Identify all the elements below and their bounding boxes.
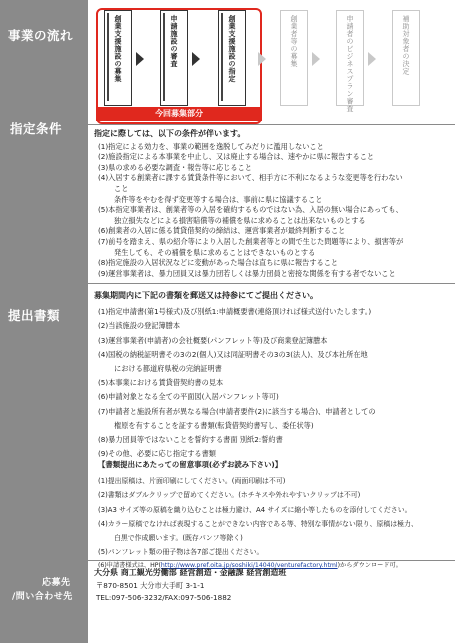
document-item: (4)国税の納税証明書その3の2(個人)又は同証明書その3の3(法人)、及び本社所在地 [98,349,368,359]
documents-heading: 募集期間内に下記の書類を郵送又は持参にてご提出ください。 [94,291,318,300]
condition-item: 条件等をやむを得ず変更等する場合は、事前に県に協議すること [114,194,323,204]
conditions-section [94,129,403,279]
notice-item: (2)書類はダブルクリップで留めてください。(ホチキスや外れやすいクリップは不可) [98,491,361,500]
document-item: (2)当該施設の登記簿謄本 [98,321,181,331]
condition-item: (5)本指定事業者は、創業者等の入居を確約するものではない為、入居の無い場合にあっても、 [98,205,403,215]
sidebar-flow [0,0,88,124]
condition-item: 独立損失などによる損害賠償等の補償を県に求めることは出来ないものとする [114,215,366,225]
arrow-icon [192,52,200,66]
sidebar-documents [0,284,88,560]
condition-item: (1)指定による効力を、事業の範囲を逸脱してみだりに濫用しないこと [98,141,324,151]
download-link[interactable]: http://www.pref.oita.jp/soshiki/14040/venturefactory.html [160,562,338,570]
notice-title: 【書類提出にあたっての留意事項(必ずお読み下さい)】 [98,460,283,469]
flow-step-5 [336,10,364,113]
flow-step-label: 創業支援施設の募集 [114,15,122,83]
documents-section [94,289,376,461]
download-prefix: (6)申請書様式は、HP( [98,562,161,570]
flow-step-label: 申請施設の審査 [170,15,178,68]
download-suffix: )からダウンロード可。 [337,562,402,570]
notice-item: (3)A3 サイズ等の原稿を織り込むことは極力避け、A4 サイズに縮小等したものを添付してください。 [98,505,412,514]
notice-item: (5)パンフレット類の冊子物は各7部ご提出ください。 [98,548,264,557]
arrow-icon [368,52,376,66]
notice-section [94,454,418,574]
condition-item: (8)指定施設の入居状況などに変動があった場合は直ちに県に報告すること [98,258,339,268]
conditions-heading: 指定に際しては、以下の条件が伴います。 [94,129,246,138]
flow-step-label: 創業者等の募集 [290,15,298,68]
document-item: (8)暴力団員等ではないことを誓約する書面 別紙2:誓約書 [98,435,283,445]
flow-step-label: 補助対象者の決定 [402,15,410,75]
document-item: (6)申請対象となる全ての平面図(入居パンフレット等可) [98,392,279,402]
document-item: (5)本事業における賃貸借契約書の見本 [98,378,224,388]
condition-item: (6)創業者の入居に係る賃貸借契約の締結は、運営事業者が最終判断すること [98,226,346,236]
documents-section-title: 提出書類 [8,308,61,323]
condition-item: (7)前号を踏まえ、県の紹介等により入居した創業者等との間で生じた問題等により、損害等が [98,236,404,246]
notice-item: (1)提出原稿は、片面印刷にしてください。(両面印刷は不可) [98,477,286,486]
contact-section [94,567,286,605]
contact-title-line1: 応募先 [42,578,71,588]
sidebar-contact [0,561,88,643]
document-item: における都道府県税の完納証明書 [114,364,222,374]
condition-item: (3)県の求める必要な調査・報告等に応じること [98,162,252,172]
flow-step-label: 創業支援施設の指定 [228,15,236,83]
document-item: 権原を有することを証する書類(転貸借契約書写し、委任状等) [114,420,314,430]
condition-item: 発生しても、その補償を県に求めることはできないものとする [114,247,316,257]
sidebar-conditions [0,121,88,283]
flow-step-6 [392,10,420,106]
contact-department: 大分県 商工観光労働部 経営創造・金融課 経営創造班 [94,568,287,577]
flow-step-1 [104,10,132,106]
contact-title-line2: /問い合わせ先 [12,592,73,602]
contact-phone-fax: TEL:097-506-3232/FAX:097-506-1882 [96,593,232,602]
document-item: (3)運営事業者(申請者)の会社概要(パンフレット等)及び商業登記簿謄本 [98,335,328,345]
flow-step-3 [218,10,246,106]
document-item: (1)指定申請書(第1号様式)及び別紙1:申請概要書(連絡頂ければ様式送付いたします。) [98,307,372,317]
arrow-icon [312,52,320,66]
contact-address: 〒870-8501 大分市大手町 3-1-1 [96,580,205,590]
notice-item: 白黒で作成願います。(既存パンフ等除く) [114,534,243,543]
document-item: (9)その他、必要に応じ指定する書類 [98,449,216,459]
arrow-icon [258,52,266,66]
condition-item: (2)施設指定による本事業を中止し、又は廃止する場合は、速やかに県に報告すること [98,152,375,162]
flow-section-title: 事業の流れ [8,28,74,43]
flow-step-label: 申請者のビジネスプラン審査 [346,15,354,113]
business-flow-diagram [96,10,448,122]
notice-item: (4)カラー原稿でなければ表現することができない内容である等、特別な事情がない限り、原稿は極力、 [98,519,418,528]
condition-item: (4)入居する創業者に課する賃貸条件等において、相手方に不利になるような変更等を行わない [98,173,403,183]
flow-step-4 [280,10,308,106]
current-recruitment-label: 今回募集部分 [96,107,262,121]
document-item: (7)申請者と施設所有者が異なる場合(申請者要件(2)に該当する場合)、申請者としての [98,406,376,416]
condition-item: (9)運営事業者は、暴力団員又は暴力団若しくは暴力団員と密接な関係を有する者でないこと [98,268,396,278]
flow-step-2 [160,10,188,106]
conditions-section-title: 指定条件 [10,121,63,136]
arrow-icon [136,52,144,66]
condition-item: こと [114,183,129,193]
